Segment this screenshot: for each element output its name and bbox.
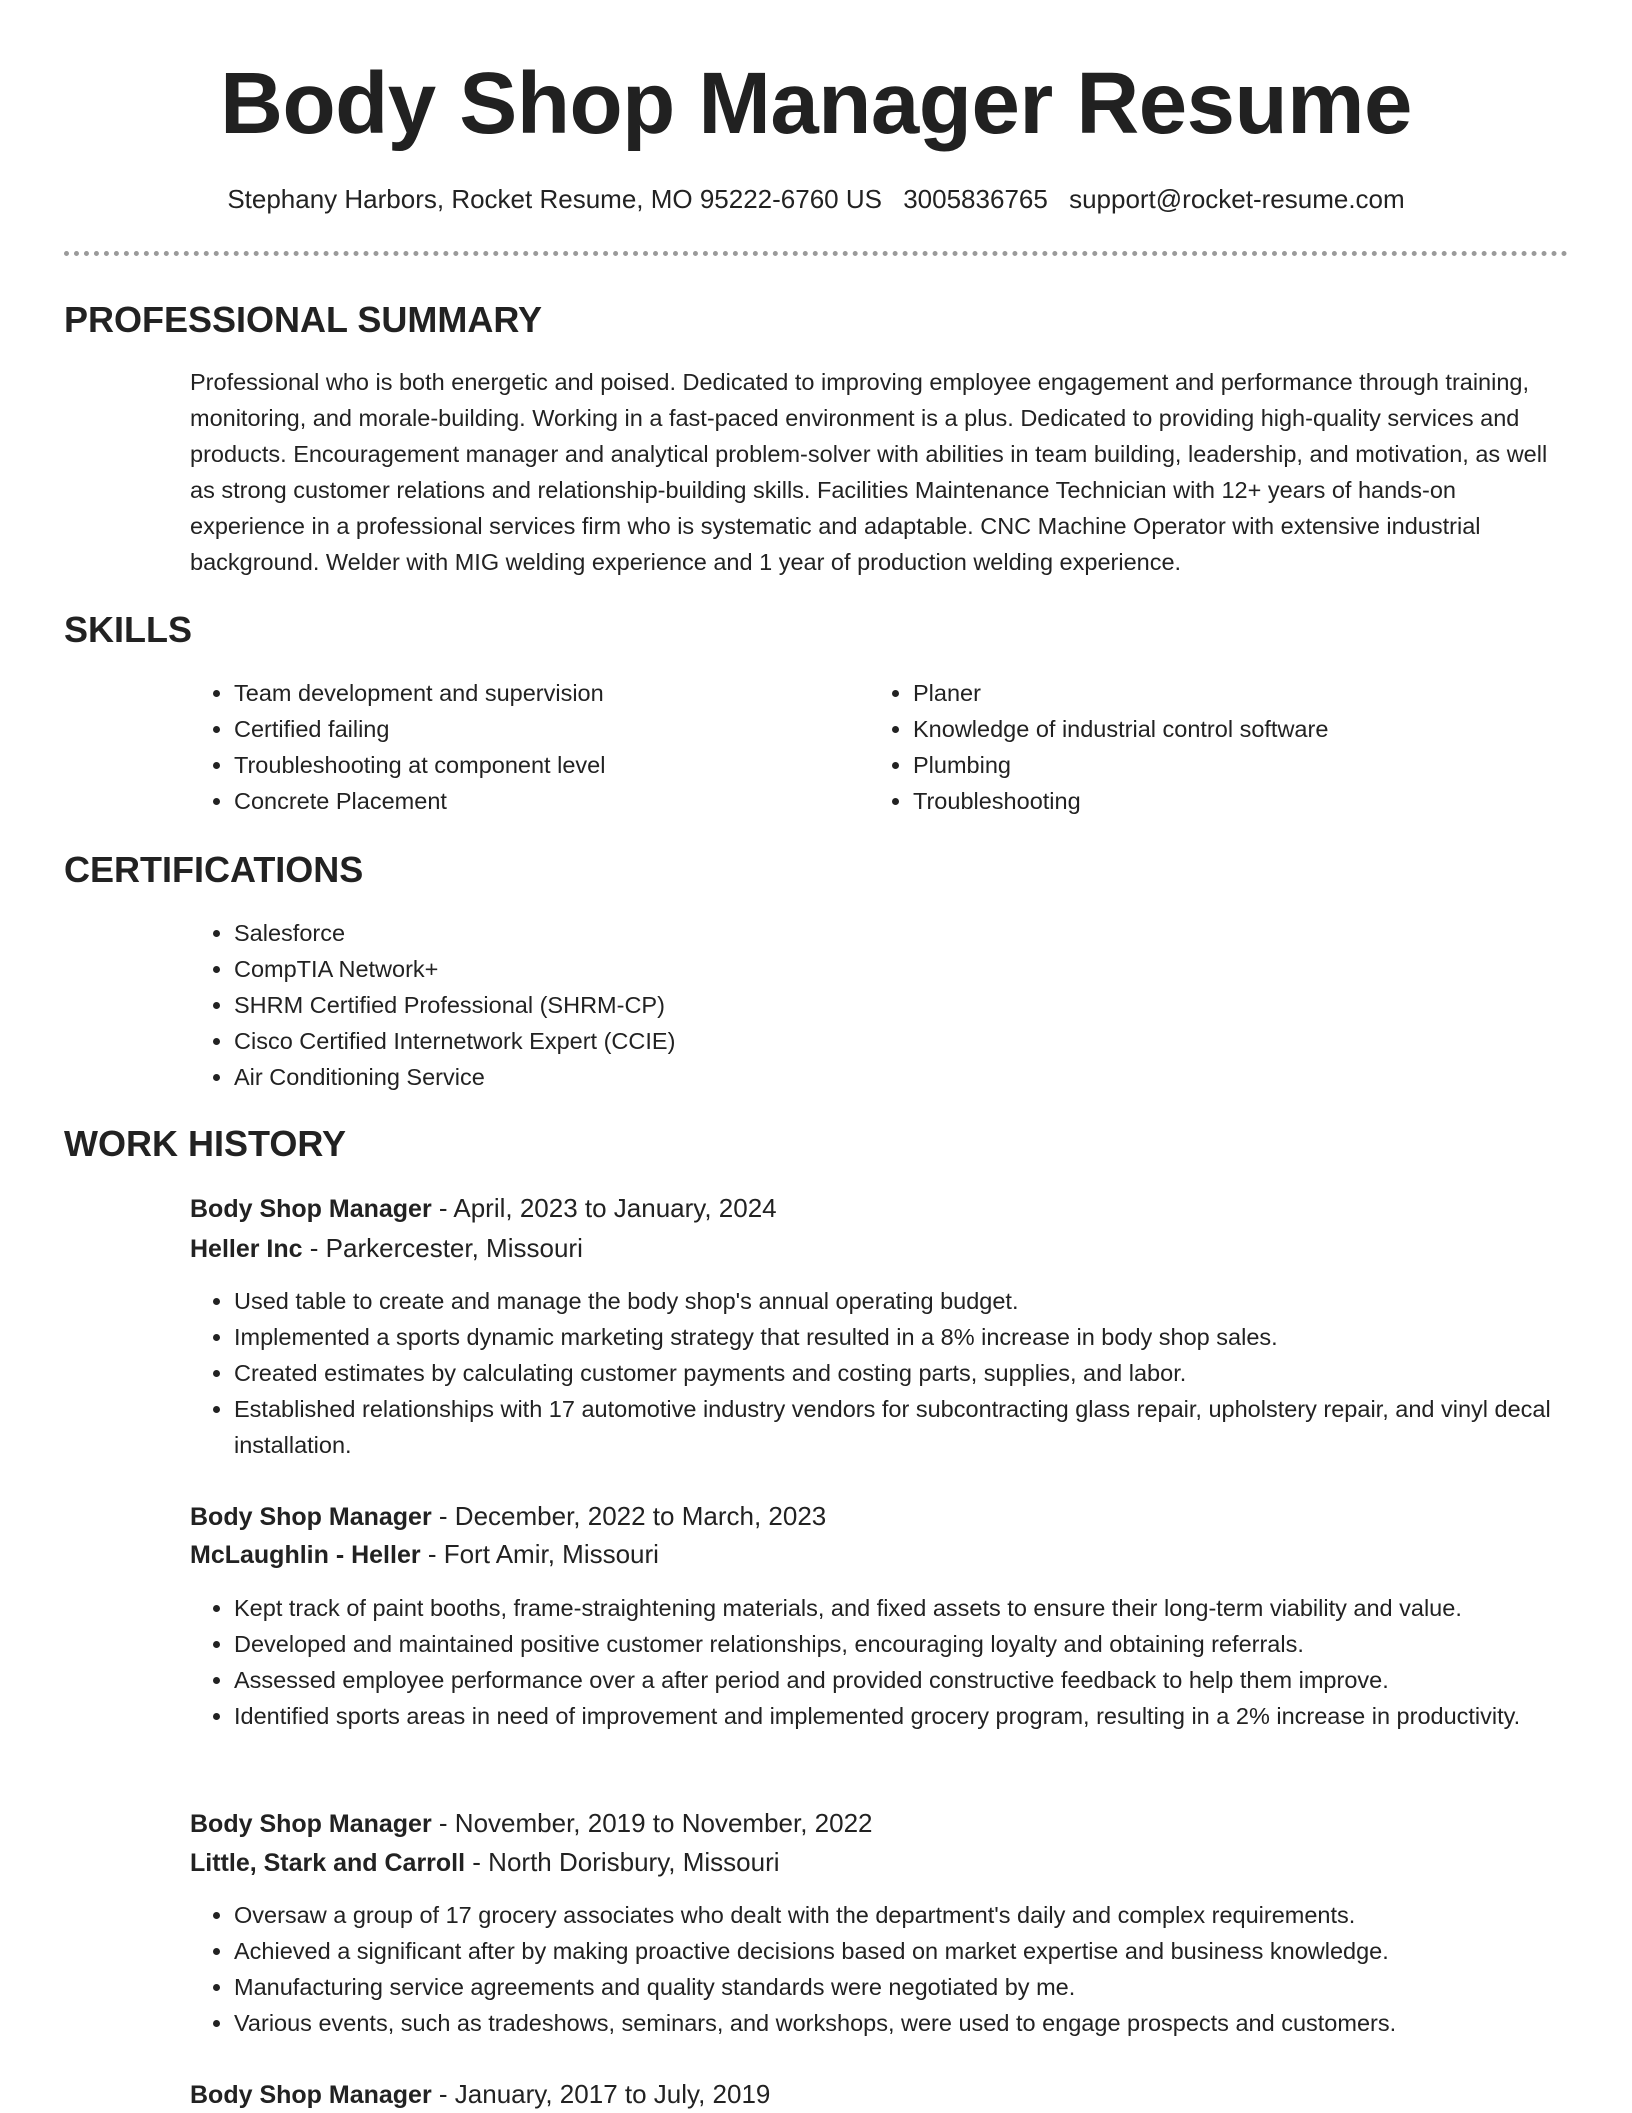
job-company-line — [190, 1230, 583, 1267]
job-dates: - November, 2019 to November, 2022 — [431, 1808, 873, 1838]
job-bullet: • Used table to create and manage the body shop's annual operating budget. — [234, 1283, 1614, 1319]
certification-item: • Cisco Certified Internetwork Expert (CCIE) — [234, 1023, 1234, 1059]
job-company: Little, Stark and Carroll — [190, 1849, 466, 1877]
skill-item: • Plumbing — [913, 747, 1613, 783]
job-title-line — [190, 1498, 826, 1535]
job-bullet: • Created estimates by calculating customer payments and costing parts, supplies, and labor. — [234, 1355, 1614, 1391]
contact-email: support@rocket-resume.com — [1069, 184, 1405, 214]
summary-heading: PROFESSIONAL SUMMARY — [64, 299, 543, 340]
job-location: - North Dorisbury, Missouri — [465, 1847, 780, 1877]
skill-item: • Troubleshooting at component level — [234, 747, 874, 783]
job-company: Heller Inc — [190, 1235, 303, 1263]
skill-item: • Planer — [913, 675, 1613, 711]
job-bullet: • Implemented a sports dynamic marketing strategy that resulted in a 8% increase in body shop sales. — [234, 1319, 1614, 1355]
job-bullet: • Kept track of paint booths, frame-straightening materials, and fixed assets to ensure their long-term viability and value. — [234, 1590, 1614, 1626]
job-title-line — [190, 1805, 873, 1842]
certification-item: • CompTIA Network+ — [234, 951, 1234, 987]
skill-item: • Certified failing — [234, 711, 874, 747]
skills-heading: SKILLS — [64, 609, 193, 650]
contact-phone: 3005836765 — [903, 184, 1048, 214]
job-company-line — [190, 1844, 780, 1881]
contact-address: Stephany Harbors, Rocket Resume, MO 95222-6760 US — [227, 184, 882, 214]
job-title: Body Shop Manager — [190, 1503, 432, 1531]
job-title: Body Shop Manager — [190, 1195, 432, 1223]
resume-title: Body Shop Manager Resume — [220, 55, 1412, 152]
work-history-heading: WORK HISTORY — [64, 1123, 347, 1164]
job-bullets — [190, 1590, 1614, 1734]
job-bullet: • Developed and maintained positive customer relationships, encouraging loyalty and obtaining referrals. — [234, 1626, 1614, 1662]
job-location: - Fort Amir, Missouri — [420, 1539, 659, 1569]
job-title: Body Shop Manager — [190, 1810, 432, 1838]
job-bullet: • Assessed employee performance over a after period and provided constructive feedback to help them improve. — [234, 1662, 1614, 1698]
certifications-list — [190, 915, 1234, 1095]
certifications-heading: CERTIFICATIONS — [64, 849, 364, 890]
certification-item: • Air Conditioning Service — [234, 1059, 1234, 1095]
skills-list-right — [869, 675, 1613, 819]
job-title-line — [190, 1190, 777, 1227]
contact-line — [0, 181, 1632, 217]
job-company-line — [190, 1536, 659, 1573]
job-bullets — [190, 1897, 1614, 2041]
job-title: Body Shop Manager — [190, 2081, 432, 2109]
job-bullet: • Various events, such as tradeshows, seminars, and workshops, were used to engage prospects and customers. — [234, 2005, 1614, 2041]
skill-item: • Knowledge of industrial control software — [913, 711, 1613, 747]
job-company: McLaughlin - Heller — [190, 1541, 421, 1569]
job-bullet: • Manufacturing service agreements and quality standards were negotiated by me. — [234, 1969, 1614, 2005]
certification-item: • Salesforce — [234, 915, 1234, 951]
summary-text: Professional who is both energetic and poised. Dedicated to improving employee engagement and performance through training, monitoring, and morale-building. Working in a fast-paced environment is a plus. Dedicated to providing high-quality services and products. Encouragement manager and analytical problem-solver with abilities in team building, leadership, and motivation, as well as strong customer relations and relationship-building skills. Facilities Maintenance Technician with 12+ years of hands-on experience in a professional services firm who is systematic and adaptable. CNC Machine Operator with extensive industrial background. Welder with MIG welding experience and 1 year of production welding experience. — [190, 369, 1548, 575]
job-bullet: • Established relationships with 17 automotive industry vendors for subcontracting glass repair, upholstery repair, and vinyl decal installation. — [234, 1391, 1614, 1463]
job-title-line — [190, 2076, 770, 2113]
skills-list-left — [190, 675, 874, 819]
job-bullet: • Oversaw a group of 17 grocery associates who dealt with the department's daily and complex requirements. — [234, 1897, 1614, 1933]
job-location: - Parkercester, Missouri — [302, 1233, 583, 1263]
job-bullets — [190, 1283, 1614, 1463]
job-dates: - January, 2017 to July, 2019 — [431, 2079, 771, 2109]
job-bullet: • Identified sports areas in need of improvement and implemented grocery program, resulting in a 2% increase in productivity. — [234, 1698, 1614, 1734]
job-bullet: • Achieved a significant after by making proactive decisions based on market expertise and business knowledge. — [234, 1933, 1614, 1969]
job-dates: - December, 2022 to March, 2023 — [431, 1501, 827, 1531]
skill-item: • Troubleshooting — [913, 783, 1613, 819]
certification-item: • SHRM Certified Professional (SHRM-CP) — [234, 987, 1234, 1023]
header-divider — [64, 251, 1568, 256]
job-dates: - April, 2023 to January, 2024 — [431, 1193, 777, 1223]
skill-item: • Concrete Placement — [234, 783, 874, 819]
skill-item: • Team development and supervision — [234, 675, 874, 711]
